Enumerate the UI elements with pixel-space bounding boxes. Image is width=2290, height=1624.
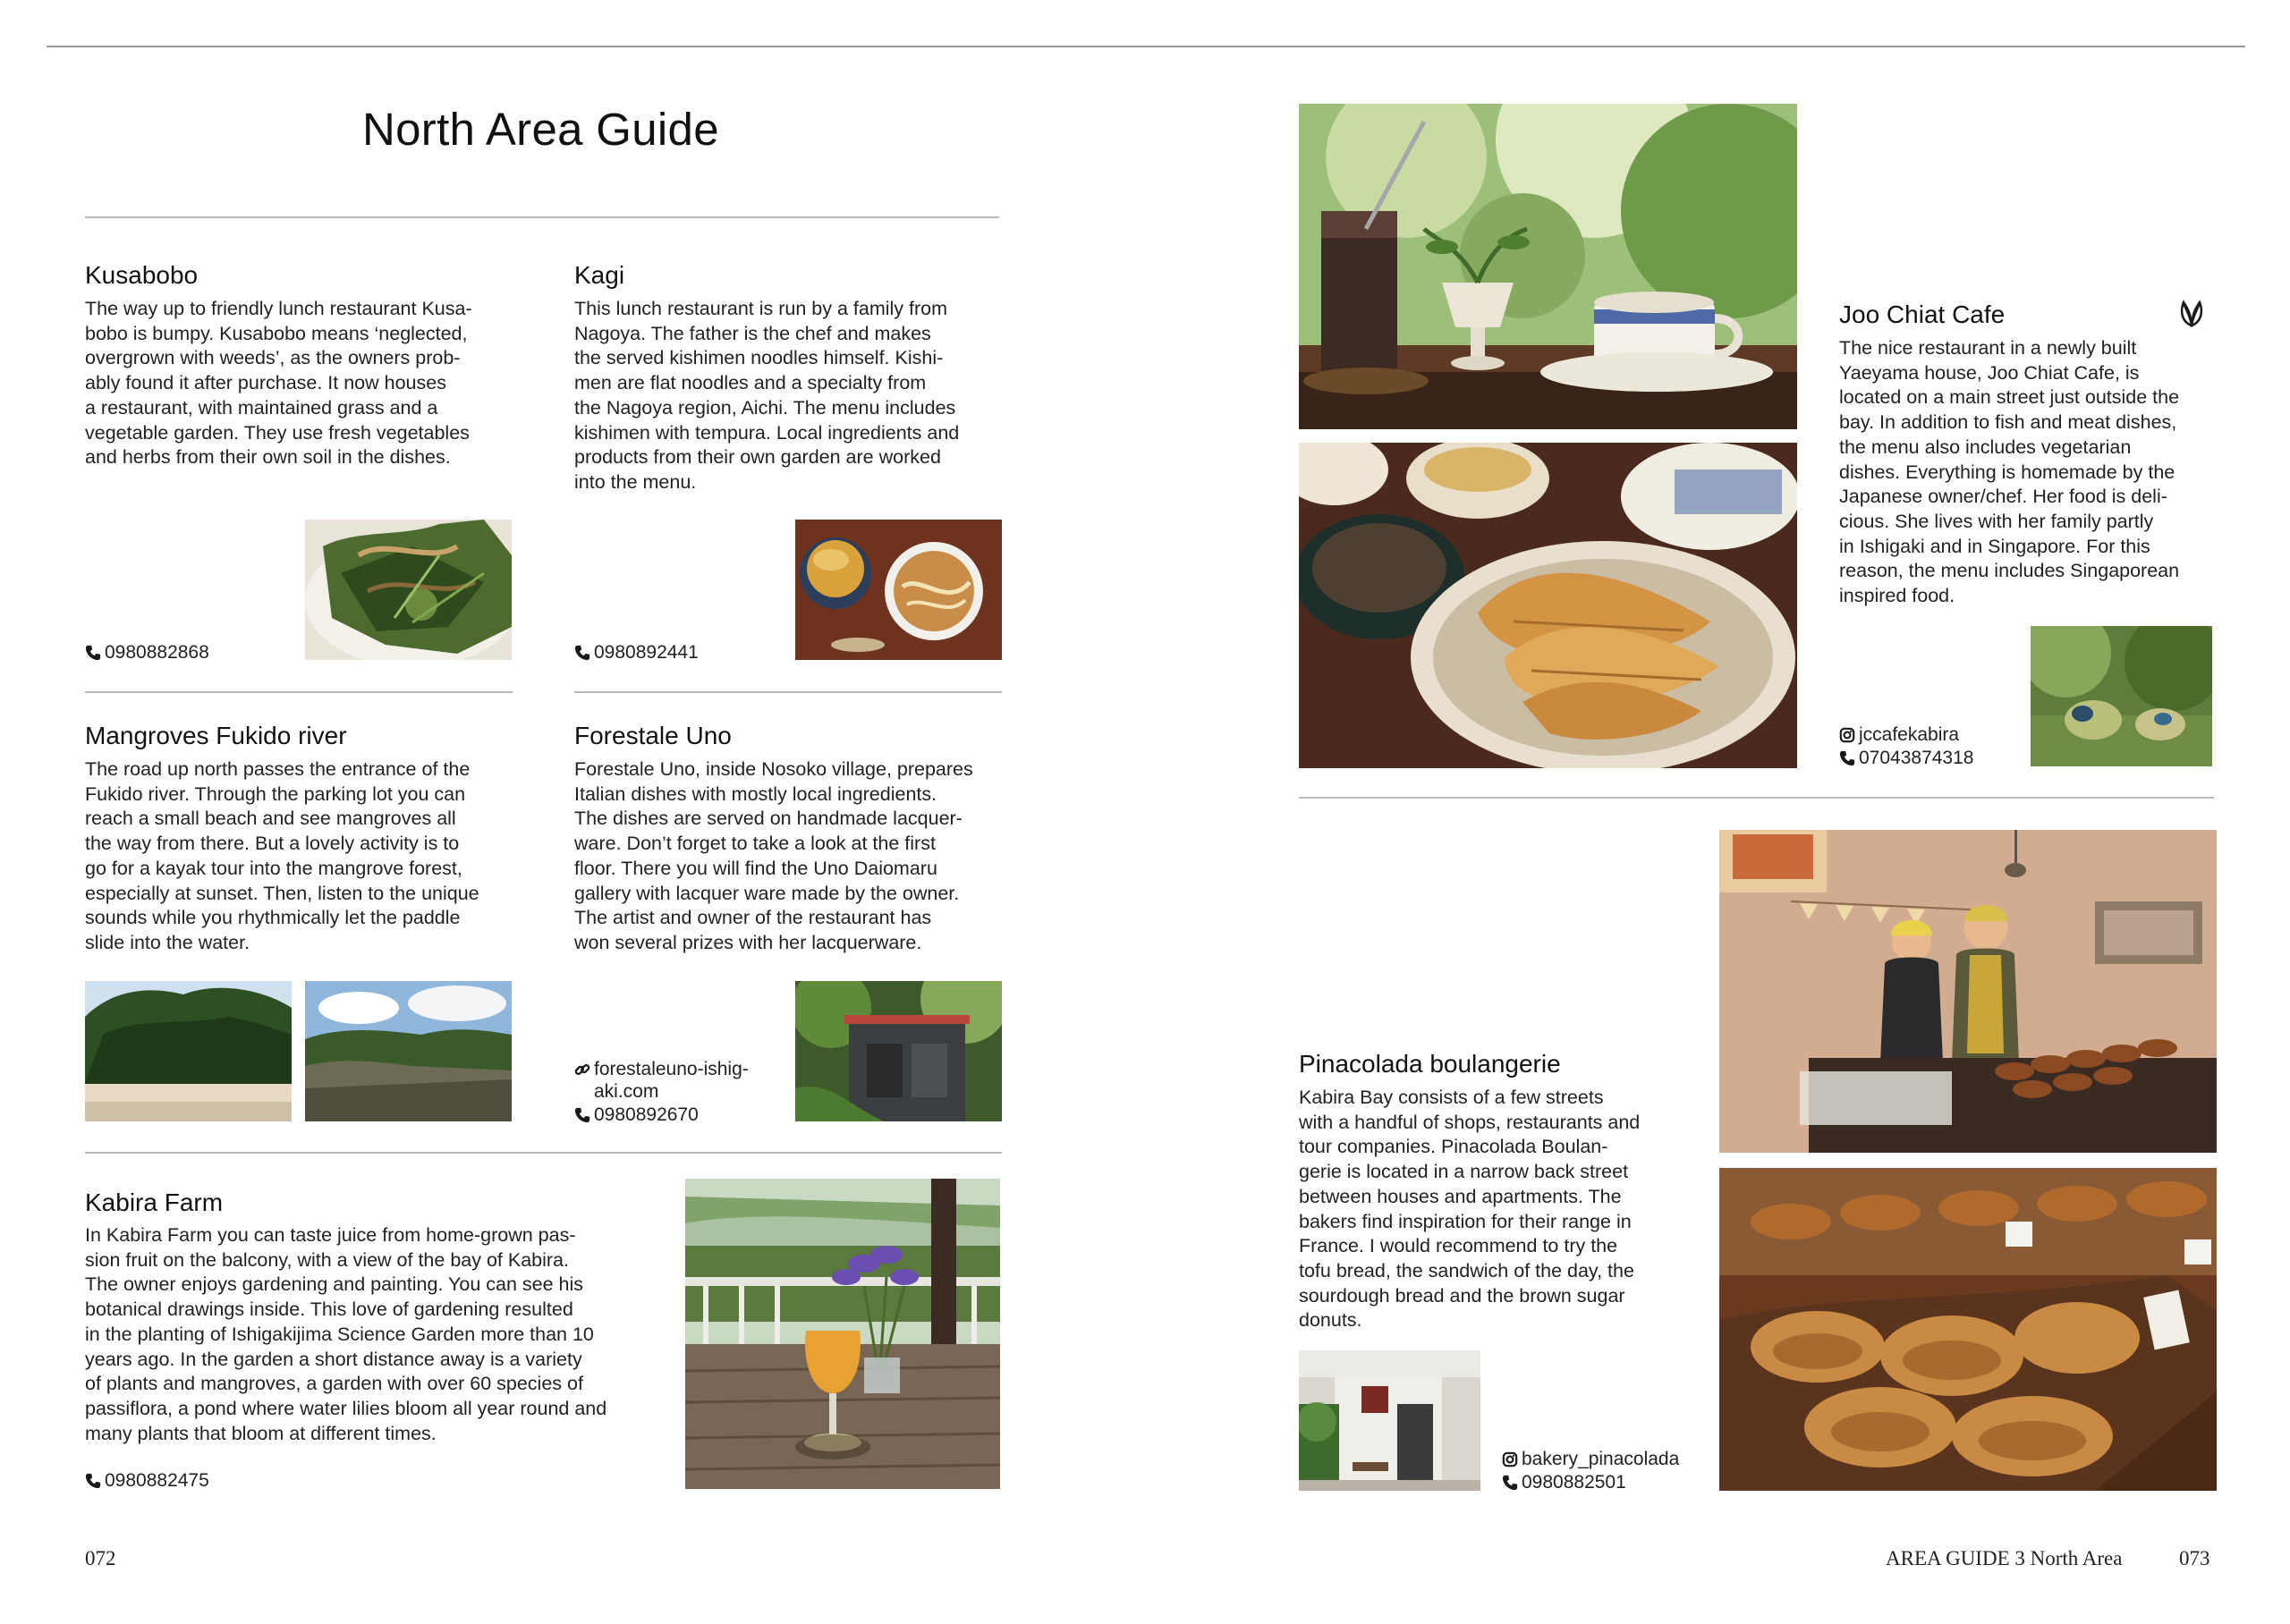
joo-chiat-rule: [1299, 797, 2214, 799]
forestale-phone: [574, 1104, 699, 1126]
mangroves-description: The road up north passes the entrance of the Fukido river. Through the parking lot you can reach a small beach and see mangroves all the way from there. But a lovely activity is to go for a kayak tour into the mangrove forest, especially at sunset. Then, listen to the unique sounds while you rhythmically let the paddle slide into the water.: [85, 758, 479, 953]
mangroves-river-photo: [305, 981, 512, 1121]
forestale-website[interactable]: [574, 1058, 749, 1103]
kagi-heading: Kagi: [574, 261, 625, 289]
right-page-number: 073: [2179, 1547, 2210, 1569]
pinacolada-storefront-photo: [1299, 1350, 1480, 1491]
kagi-phone: [574, 641, 699, 664]
left-page-number: 072: [85, 1547, 116, 1569]
pinacolada-phone-number: 0980882501: [1522, 1472, 1626, 1493]
forestale-phone-number: 0980892670: [594, 1104, 699, 1125]
forestale-photo: [795, 981, 1002, 1121]
forestale-website-text[interactable]: forestaleuno-ishig- aki.com: [594, 1059, 749, 1102]
kusabobo-rule: [85, 691, 513, 693]
pinacolada-bakers-photo: [1719, 830, 2217, 1153]
forestale-description: Forestale Uno, inside Nosoko village, prepares Italian dishes with mostly local ingredients. The dishes are served on handmade lacquer- ware. Don’t forget to take a look at the first floor. There you will find the Uno Daiomaru gallery with lacquer ware made by the owner. The artist and owner of the restaurant has won several prizes with her lacquerware.: [574, 758, 973, 953]
pinacolada-instagram-handle[interactable]: bakery_pinacolada: [1522, 1449, 1680, 1469]
forestale-rule: [85, 1152, 1002, 1154]
mangroves-forest-photo: [85, 981, 292, 1121]
kabira-farm-phone-number: 0980882475: [105, 1470, 209, 1491]
kusabobo-photo: [305, 520, 512, 660]
phone-icon: [85, 644, 101, 660]
title-rule: [85, 216, 999, 218]
pinacolada-description: Kabira Bay consists of a few streets with a handful of shops, restaurants and tour companies. Pinacolada Boulan- gerie is located in a narrow back street between houses and apartments. The bakers find inspiration for their range in France. I would recommend to try the tofu bread, the sandwich of the day, the sourdough bread and the brown sugar donuts.: [1299, 1087, 1641, 1332]
instagram-icon: [1839, 726, 1855, 742]
kusabobo-phone-number: 0980882868: [105, 642, 209, 663]
kabira-farm-heading: Kabira Farm: [85, 1188, 224, 1216]
joo-chiat-phone-number: 07043874318: [1859, 748, 1974, 768]
joo-chiat-instagram-handle[interactable]: jccafekabira: [1859, 724, 1960, 745]
kabira-farm-description: In Kabira Farm you can taste juice from home-grown pas- sion fruit on the balcony, with a view of the bay of Kabira. The owner enjoys gardening and painting. You can see his botanical drawings inside. This love of gardening resulted in the planting of Ishigakijima Science Garden more than 10 years ago. In the garden a short distance away is a variety of plants and mangroves, a garden with over 60 species of passiflora, a pond where water lilies bloom all year round and many plants that bloom at different times.: [85, 1224, 607, 1444]
kagi-photo: [795, 520, 1002, 660]
link-icon: [574, 1061, 590, 1077]
joo-chiat-drinks-photo: [1299, 104, 1797, 429]
phone-icon: [85, 1472, 101, 1488]
joo-chiat-heading: Joo Chiat Cafe: [1839, 300, 2006, 328]
forestale-heading: Forestale Uno: [574, 722, 732, 749]
phone-icon: [574, 644, 590, 660]
kagi-description: This lunch restaurant is run by a family from Nagoya. The father is the chef and makes the served kishimen noodles himself. Kishi- men are flat noodles and a specialty from the Nagoya region, Aichi. The menu includes kishimen with tempura. Local ingredients and products from their own garden are worked into the menu.: [574, 298, 960, 493]
kusabobo-heading: Kusabobo: [85, 261, 199, 289]
phone-icon: [1839, 749, 1855, 765]
top-rule: [47, 46, 2245, 47]
joo-chiat-description: The nice restaurant in a newly built Yaeyama house, Joo Chiat Cafe, is located on a main street just outside the bay. In addition to fish and meat dishes, the menu also includes vegetarian dishes. Everything is homemade by the Japanese owner/chef. Her food is deli- cious. She lives with her family partly in Ishigaki and in Singapore. For this reason, the menu includes Singaporean inspired food.: [1839, 337, 2180, 607]
kagi-rule: [574, 691, 1002, 693]
joo-chiat-garden-photo: [2031, 626, 2212, 766]
kusabobo-phone: [85, 641, 209, 664]
joo-chiat-instagram[interactable]: [1839, 723, 1959, 746]
kabira-farm-photo: [685, 1179, 1000, 1489]
kabira-farm-phone: [85, 1469, 209, 1492]
phone-icon: [574, 1106, 590, 1122]
pinacolada-instagram[interactable]: [1502, 1448, 1679, 1470]
kagi-phone-number: 0980892441: [594, 642, 699, 663]
pinacolada-breads-photo: [1719, 1168, 2217, 1491]
leaf-icon: [2179, 299, 2204, 327]
joo-chiat-phone: [1839, 747, 1973, 769]
mangroves-heading: Mangroves Fukido river: [85, 722, 347, 749]
joo-chiat-food-photo: [1299, 443, 1797, 768]
pinacolada-heading: Pinacolada boulangerie: [1299, 1050, 1561, 1078]
pinacolada-phone: [1502, 1471, 1626, 1493]
page-title: North Area Guide: [362, 104, 719, 155]
phone-icon: [1502, 1474, 1518, 1490]
kusabobo-description: The way up to friendly lunch restaurant Kusa- bobo is bumpy. Kusabobo means ‘neglected, overgrown with weeds’, as the owners prob- ably found it after purchase. It now houses a restaurant, with maintained grass and a vegetable garden. They use fresh vegetables and herbs from their own soil in the dishes.: [85, 298, 472, 469]
instagram-icon: [1502, 1451, 1518, 1467]
section-running-head: AREA GUIDE 3 North Area: [1886, 1547, 2123, 1569]
